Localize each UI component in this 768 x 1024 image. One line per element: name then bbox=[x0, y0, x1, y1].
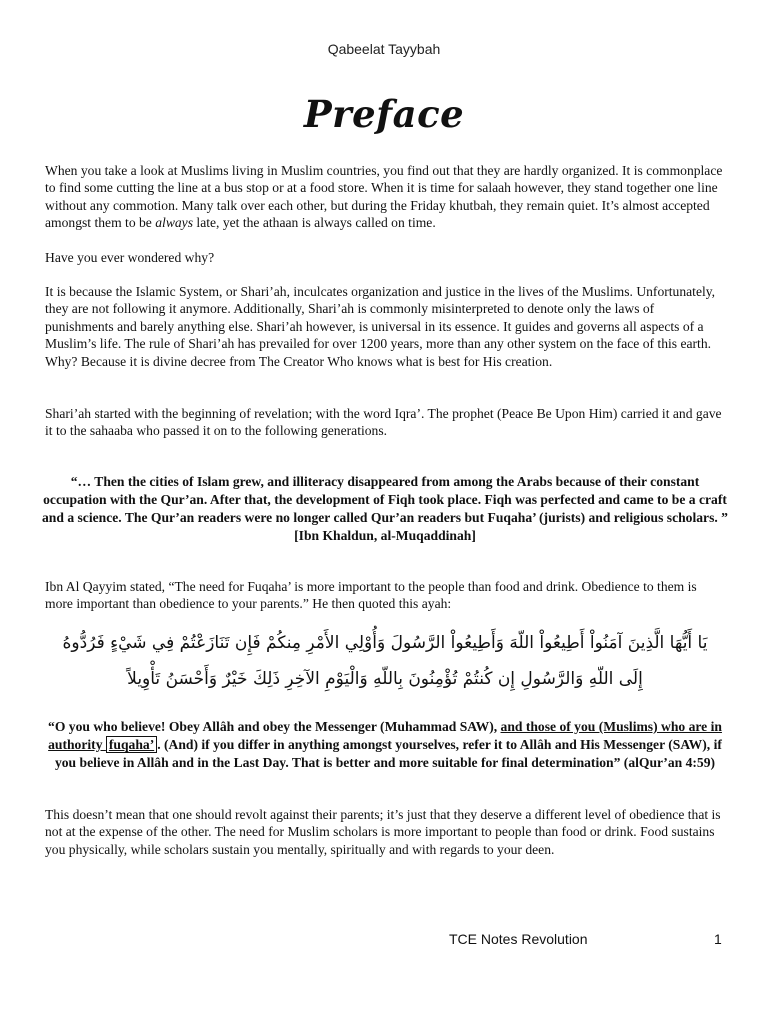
translation-text-start: “O you who believe! Obey Allâh and obey the Messenger (Muhammad SAW), bbox=[48, 719, 501, 734]
conclusion-paragraph: This doesn’t mean that one should revolt against their parents; it’s just that they deserve a different level of obedience that is not at the expense of the other. The need for Muslim scholars is more important to people than food or drink. Food sustains you physically, while scholars sustain you mentally, spiritually and with regards to your deen. bbox=[45, 807, 721, 857]
translation-underlined-text: and those of you (Muslims) who are in authority bbox=[48, 719, 722, 752]
footer-page-number: 1 bbox=[714, 931, 722, 947]
ibn-khaldun-quote: “… Then the cities of Islam grew, and illiteracy disappeared from among the Arabs because of their constant occupation with the Qur’an. After that, the development of Fiqh took place. Fiqh was perfected and came to be a craft and a science. The Qur’an readers were no longer called Qur’an readers but Fuqaha’ (jurists) and religious scholars. ” [Ibn Khaldun, al-Muqaddinah] bbox=[42, 474, 728, 543]
islamic-system-paragraph: It is because the Islamic System, or Shari’ah, inculcates organization and justice in the lives of the Muslims. Unfortunately, they are not following it anymore. Additionally, Shari’ah is commonly misinterpreted to denote only the laws of punishments and barely anything else. Shari’ah however, is universal in its essence. It guides and governs all aspects of a Muslim’s life. The rule of Shari’ah has prevailed for over 1200 years, more than any other system on the face of this earth. Why? Because it is divine decree from The Creator Who knows what is best for His creation. bbox=[45, 284, 716, 369]
intro-text-end: late, yet the athaan is always called on time. bbox=[193, 215, 436, 231]
intro-text-start: When you take a look at Muslims living in Muslim countries, you find out that they are hardly organized. It is commonplace to find some cutting the line at a bus stop or at a food store. When it is time for salaah however, they stand together one line without any commotion. Many talk over each other, but during the Friday khutbah, they remain quiet. It’s almost accepted amongst them to be bbox=[45, 163, 723, 231]
question-paragraph: Have you ever wondered why? bbox=[45, 250, 215, 265]
ayah-translation bbox=[40, 718, 730, 772]
intro-paragraph bbox=[45, 162, 725, 232]
ibn-qayyim-paragraph: Ibn Al Qayyim stated, “The need for Fuqaha’ is more important to the people than food and drink. Obedience to them is more important than obedience to your parents.” He then quoted this ayah: bbox=[45, 579, 697, 612]
translation-text-end: . (And) if you differ in anything amongst yourselves, refer it to Allâh and His Messenger (SAW), if you believe in Allâh and in the Last Day. That is better and more suitable for final determination” (alQur’an 4:59) bbox=[54, 737, 722, 770]
intro-italic-word: always bbox=[155, 215, 194, 231]
page-title: Preface bbox=[303, 92, 465, 136]
arabic-ayah: يَا أَيُّهَا الَّذِينَ آمَنُواْ أَطِيعُواْ اللّهَ وَأَطِيعُواْ الرَّسُولَ وَأُوْلِي الأَمْرِ مِنكُمْ فَإِن تَنَازَعْتُمْ فِي شَيْءٍ فَرُدُّوهُ إِلَى اللّهِ وَالرَّسُولِ إِن كُنتُمْ تُؤْمِنُونَ بِاللّهِ وَالْيَوْمِ الآخِرِ ذَلِكَ خَيْرٌ وَأَحْسَنُ تَأْوِيلاً bbox=[62, 633, 708, 689]
revelation-paragraph: Shari’ah started with the beginning of revelation; with the word Iqra’. The prophet (Peace Be Upon Him) carried it and gave it to the sahaaba who passed it on to the following generations. bbox=[45, 406, 722, 439]
translation-boxed-term: fuqaha’ bbox=[106, 736, 157, 753]
footer-publication: TCE Notes Revolution bbox=[449, 931, 588, 947]
page-header-author: Qabeelat Tayybah bbox=[327, 41, 441, 57]
